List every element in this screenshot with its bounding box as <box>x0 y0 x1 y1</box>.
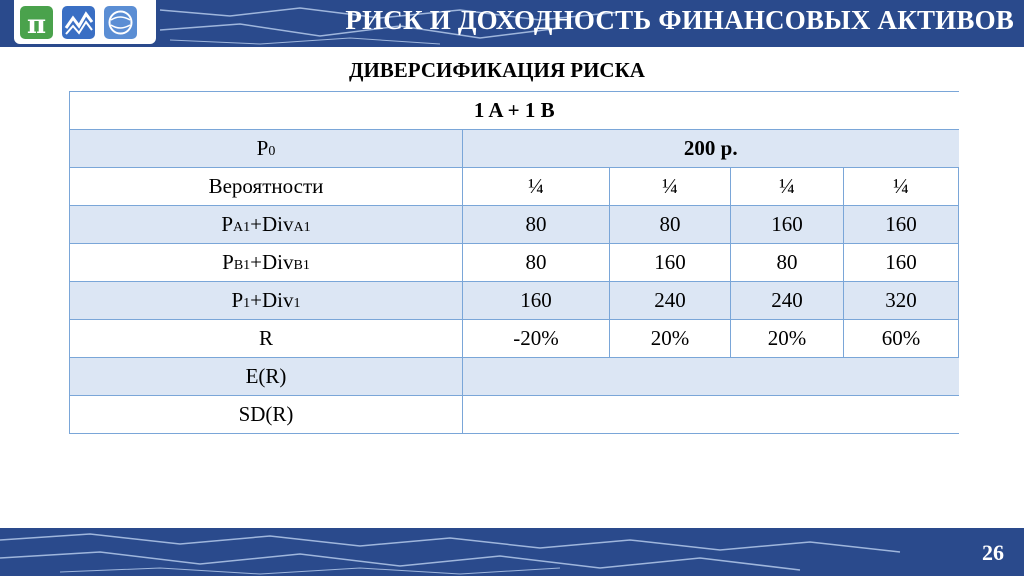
row-r-cell: 60% <box>844 320 959 358</box>
table-title: 1 A + 1 B <box>70 92 959 130</box>
row-p-cell: 160 <box>463 282 610 320</box>
row-r-cell: 20% <box>610 320 731 358</box>
probability-cell: ¼ <box>844 168 959 206</box>
decorative-wave-lines <box>0 528 1024 576</box>
std-dev-label: SD(R) <box>70 396 463 434</box>
svg-text:π: π <box>27 10 47 39</box>
row-p-cell: 240 <box>731 282 844 320</box>
logo-group <box>14 0 156 44</box>
row-a-label: PA1+DivA1 <box>70 206 463 244</box>
row-b-cell: 160 <box>844 244 959 282</box>
row-b-label: PB1+DivB1 <box>70 244 463 282</box>
header-band <box>0 0 1024 47</box>
row-p-cell: 320 <box>844 282 959 320</box>
row-a-cell: 160 <box>844 206 959 244</box>
slide-heading: ДИВЕРСИФИКАЦИЯ РИСКА <box>349 58 645 82</box>
row-p-cell: 240 <box>610 282 731 320</box>
row-b-cell: 80 <box>731 244 844 282</box>
probability-cell: ¼ <box>731 168 844 206</box>
row-a-cell: 80 <box>610 206 731 244</box>
globe-logo-icon <box>104 6 137 39</box>
std-dev-value <box>463 396 959 434</box>
row-a-cell: 160 <box>731 206 844 244</box>
expected-return-value <box>463 358 959 396</box>
p0-label: P0 <box>70 130 463 168</box>
header-title: РИСК И ДОХОДНОСТЬ ФИНАНСОВЫХ АКТИВОВ <box>345 5 1014 35</box>
row-r-label: R <box>70 320 463 358</box>
diversification-table <box>69 91 959 434</box>
page-number: 26 <box>982 540 1004 565</box>
pi-logo-icon <box>20 6 53 39</box>
p0-value: 200 р. <box>463 130 959 168</box>
row-p-label: P1+Div1 <box>70 282 463 320</box>
row-r-cell: 20% <box>731 320 844 358</box>
probability-cell: ¼ <box>610 168 731 206</box>
probabilities-label: Вероятности <box>70 168 463 206</box>
row-a-cell: 80 <box>463 206 610 244</box>
row-b-cell: 80 <box>463 244 610 282</box>
expected-return-label: E(R) <box>70 358 463 396</box>
row-b-cell: 160 <box>610 244 731 282</box>
probability-cell: ¼ <box>463 168 610 206</box>
footer-band <box>0 528 1024 576</box>
row-r-cell: -20% <box>463 320 610 358</box>
waves-logo-icon <box>62 6 95 39</box>
